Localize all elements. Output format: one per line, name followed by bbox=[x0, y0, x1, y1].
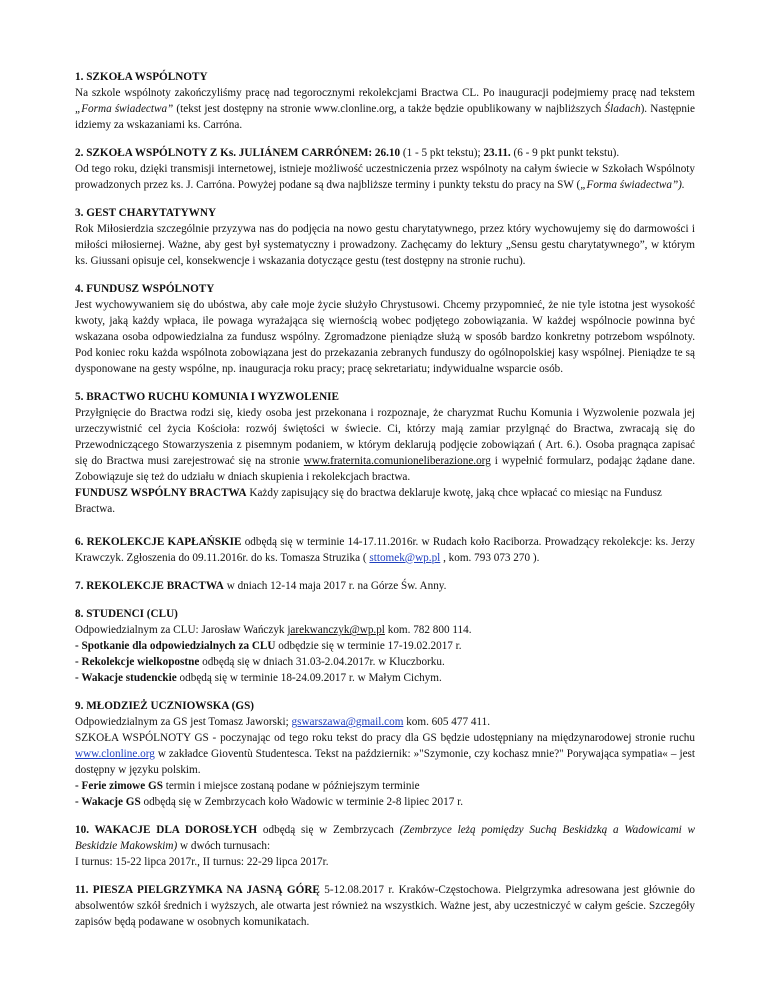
section-2-heading: 2. SZKOŁA WSPÓLNOTY Z Ks. JULIÁNEM CARRÓNEM: 26.10 (1 - 5 pkt tekstu); 23.11. (6 - 9 pkt punkt tekstu). bbox=[75, 147, 620, 160]
section-2-title: 2. SZKOŁA WSPÓLNOTY Z Ks. JULIÁNEM CARRÓNEM: 26.10 bbox=[75, 147, 401, 160]
section-4-body: Jest wychowywaniem się do ubóstwa, aby całe moje życie służyło Chrystusowi. Chcemy przypomnieć, że nie tyle istotna jest wysokość kwoty, jaką każdy wpłaca, ile powaga wyrażająca się wiernością wobec podjętego zobowiązania. W każdej wspólnocie powinna być wskazana osoba odpowiedzialna za fundusz wspólny. Zgromadzone pieniądze służą w sposób bardzo konkretny potrzebom wspólnoty. Pod koniec roku każda wspólnota zobowiązana jest do przekazania zebranych funduszy do ogólnopolskiej kasy wspólnej. Pieniądze te są dysponowane na gesty wspólne, np. inauguracja roku pracy; pracę sekretariatu; indywidualne wsparcie osób. bbox=[75, 299, 695, 375]
clu-holidays-line: - Wakacje studenckie odbędą się w terminie 18-24.09.2017 r. w Małym Cichym. bbox=[75, 672, 442, 684]
section-10-title: 10. WAKACJE DLA DOROSŁYCH bbox=[75, 824, 258, 837]
section-7-title: 7. REKOLEKCJE BRACTWA bbox=[75, 579, 224, 592]
section-5 bbox=[75, 390, 695, 517]
section-1-title: 1. SZKOŁA WSPÓLNOTY bbox=[75, 71, 208, 83]
section-8-title: 8. STUDENCI (CLU) bbox=[75, 608, 178, 621]
section-2 bbox=[75, 146, 695, 194]
section-3 bbox=[75, 206, 695, 270]
section-2-body: Od tego roku, dzięki transmisji internetowej, istnieje możliwość uczestniczenia przez wspólnoty na całym świecie w Szkołach Wspólnoty prowadzonych przez ks. J. Carróna. Powyżej podane są dwa najbliższe terminy i punkty tekstu do pracy na SW („Forma świadectwa”). bbox=[75, 163, 695, 191]
section-5-title: 5. BRACTWO RUCHU KOMUNIA I WYZWOLENIE bbox=[75, 391, 339, 404]
section-1 bbox=[75, 70, 695, 134]
announcement-document bbox=[75, 70, 695, 944]
section-1-body: Na szkole wspólnoty zakończyliśmy pracę nad tegorocznymi rekolekcjami Bractwa CL. Po inauguracji podejmiemy pracę nad tekstem „Forma świadectwa” (tekst jest dostępny na stronie www.clonline.org, a także będzie opublikowany w najbliższych Śladach). Następnie idziemy za wskazaniami ks. Carróna. bbox=[75, 86, 695, 131]
section-6-body: 6. REKOLEKCJE KAPŁAŃSKIE odbędą się w terminie 14-17.11.2016r. w Rudach koło Raciborza. Prowadzący rekolekcje: ks. Jerzy Krawczyk. Zgłoszenia do 09.11.2016r. do ks. Tomasza Struzika ( sttomek@wp.pl , kom. 793 073 270 ). bbox=[75, 535, 695, 564]
gs-holidays-line: - Wakacje GS odbędą się w Zembrzycach koło Wadowic w terminie 2-8 lipiec 2017 r. bbox=[75, 795, 463, 808]
section-10-turns: I turnus: 15-22 lipca 2017r., II turnus: 22-29 lipca 2017r. bbox=[75, 856, 329, 869]
fundusz-bractwa-title: FUNDUSZ WSPÓLNY BRACTWA bbox=[75, 486, 247, 499]
section-6-title: 6. REKOLEKCJE KAPŁAŃSKIE bbox=[75, 535, 242, 548]
section-3-body: Rok Miłosierdzia szczególnie przyzywa nas do podjęcia na nowo gestu charytatywnego, przez który wychowujemy się do darmowości i miłości miłosiernej. Ważne, aby gest był systematyczny i prowadzony. Zachęcamy do lektury „Sensu gestu charytatywnego”, w którym ks. Giussani opisuje cel, konsekwencje i wskazania dotyczące gestu (test dostępny na stronie ruchu). bbox=[75, 223, 695, 268]
section-5-body: Przyłgnięcie do Bractwa rodzi się, kiedy osoba jest przekonana i rozpoznaje, że charyzmat Ruchu Komunia i Wyzwolenie pozwala jej urzeczywistnić cel życia Kościoła: rozwój świętości w świecie. Ci, którzy mają zamiar przylgnąć do Bractwa, zwracają się do Przewodniczącego Stowarzyszenia z pisemnym podaniem, w którym deklarują podjęcie zobowiązań ( Art. 6.). Osoba pragnąca zapisać się do Bractwa musi zarejestrować się na stronie www.fraternita.comunioneliberazione.org i wypełnić formularz, podając żądane dane. Zobowiązuje się też do udziału w dniach skupienia i rekolekcjach bractwa. bbox=[75, 407, 695, 483]
section-3-title: 3. GEST CHARYTATYWNY bbox=[75, 207, 217, 220]
section-7-body: 7. REKOLEKCJE BRACTWA w dniach 12-14 maja 2017 r. na Górze Św. Anny. bbox=[75, 579, 447, 592]
section-4-title: 4. FUNDUSZ WSPÓLNOTY bbox=[75, 283, 215, 296]
gs-winter-line: - Ferie zimowe GS termin i miejsce zostaną podane w późniejszym terminie bbox=[75, 779, 420, 792]
section-6 bbox=[75, 535, 695, 567]
section-10 bbox=[75, 823, 695, 871]
gswarszawa-email-link[interactable]: gswarszawa@gmail.com bbox=[291, 716, 404, 729]
section-9-title: 9. MŁODZIEŻ UCZNIOWSKA (GS) bbox=[75, 700, 255, 713]
clu-retreat-line: - Rekolekcje wielkopostne odbędą się w dniach 31.03-2.04.2017r. w Kluczborku. bbox=[75, 656, 445, 669]
section-8 bbox=[75, 607, 695, 687]
clonline-link[interactable]: www.clonline.org bbox=[75, 748, 155, 761]
section-4 bbox=[75, 282, 695, 377]
section-11 bbox=[75, 883, 695, 931]
clu-responsible-line: Odpowiedzialnym za CLU: Jarosław Wańczyk jarekwanczyk@wp.pl kom. 782 800 114. bbox=[75, 624, 472, 637]
section-10-body: 10. WAKACJE DLA DOROSŁYCH odbędą się w Zembrzycach (Zembrzyce leżą pomiędzy Suchą Beskidzką a Wadowicami w Beskidzie Makowskim) w dwóch turnusach: bbox=[75, 824, 695, 853]
fundusz-bractwa-paragraph: FUNDUSZ WSPÓLNY BRACTWA Każdy zapisujący się do bractwa deklaruje kwotę, jaką chce wpłacać co miesiąc na Fundusz Bractwa. bbox=[75, 486, 662, 515]
section-11-title: 11. PIESZA PIELGRZYMKA NA JASNĄ GÓRĘ bbox=[75, 884, 320, 897]
section-9 bbox=[75, 699, 695, 810]
gs-school-paragraph: SZKOŁA WSPÓLNOTY GS - poczynając od tego roku tekst do pracy dla GS będzie udostępniany na międzynarodowej stronie ruchu www.clonline.org w zakładce Gioventù Studentesca. Tekst na październik: »"Szymonie, czy kochasz mnie?" Porywająca sympatia« – jest dostępny w języku polskim. bbox=[75, 732, 695, 777]
clu-meeting-line: - Spotkanie dla odpowiedzialnych za CLU odbędzie się w terminie 17-19.02.2017 r. bbox=[75, 640, 462, 653]
section-7 bbox=[75, 579, 695, 595]
fraternita-link[interactable]: www.fraternita.comunioneliberazione.org bbox=[303, 455, 491, 468]
section-11-body: 11. PIESZA PIELGRZYMKA NA JASNĄ GÓRĘ 5-12.08.2017 r. Kraków-Częstochowa. Pielgrzymka adresowana jest głównie do absolwentów szkół średnich i wyższych, ale otwarta jest również na wszystkich. Ważne jest, aby uczestniczyć w całym geście. Szczegóły zapisów będą podawane w osobnych komunikatach. bbox=[75, 884, 696, 929]
sttomek-email-link[interactable]: sttomek@wp.pl bbox=[369, 551, 441, 564]
gs-responsible-line: Odpowiedzialnym za GS jest Tomasz Jaworski; gswarszawa@gmail.com kom. 605 477 411. bbox=[75, 716, 491, 729]
jarekwanczyk-email-link[interactable]: jarekwanczyk@wp.pl bbox=[287, 624, 385, 637]
